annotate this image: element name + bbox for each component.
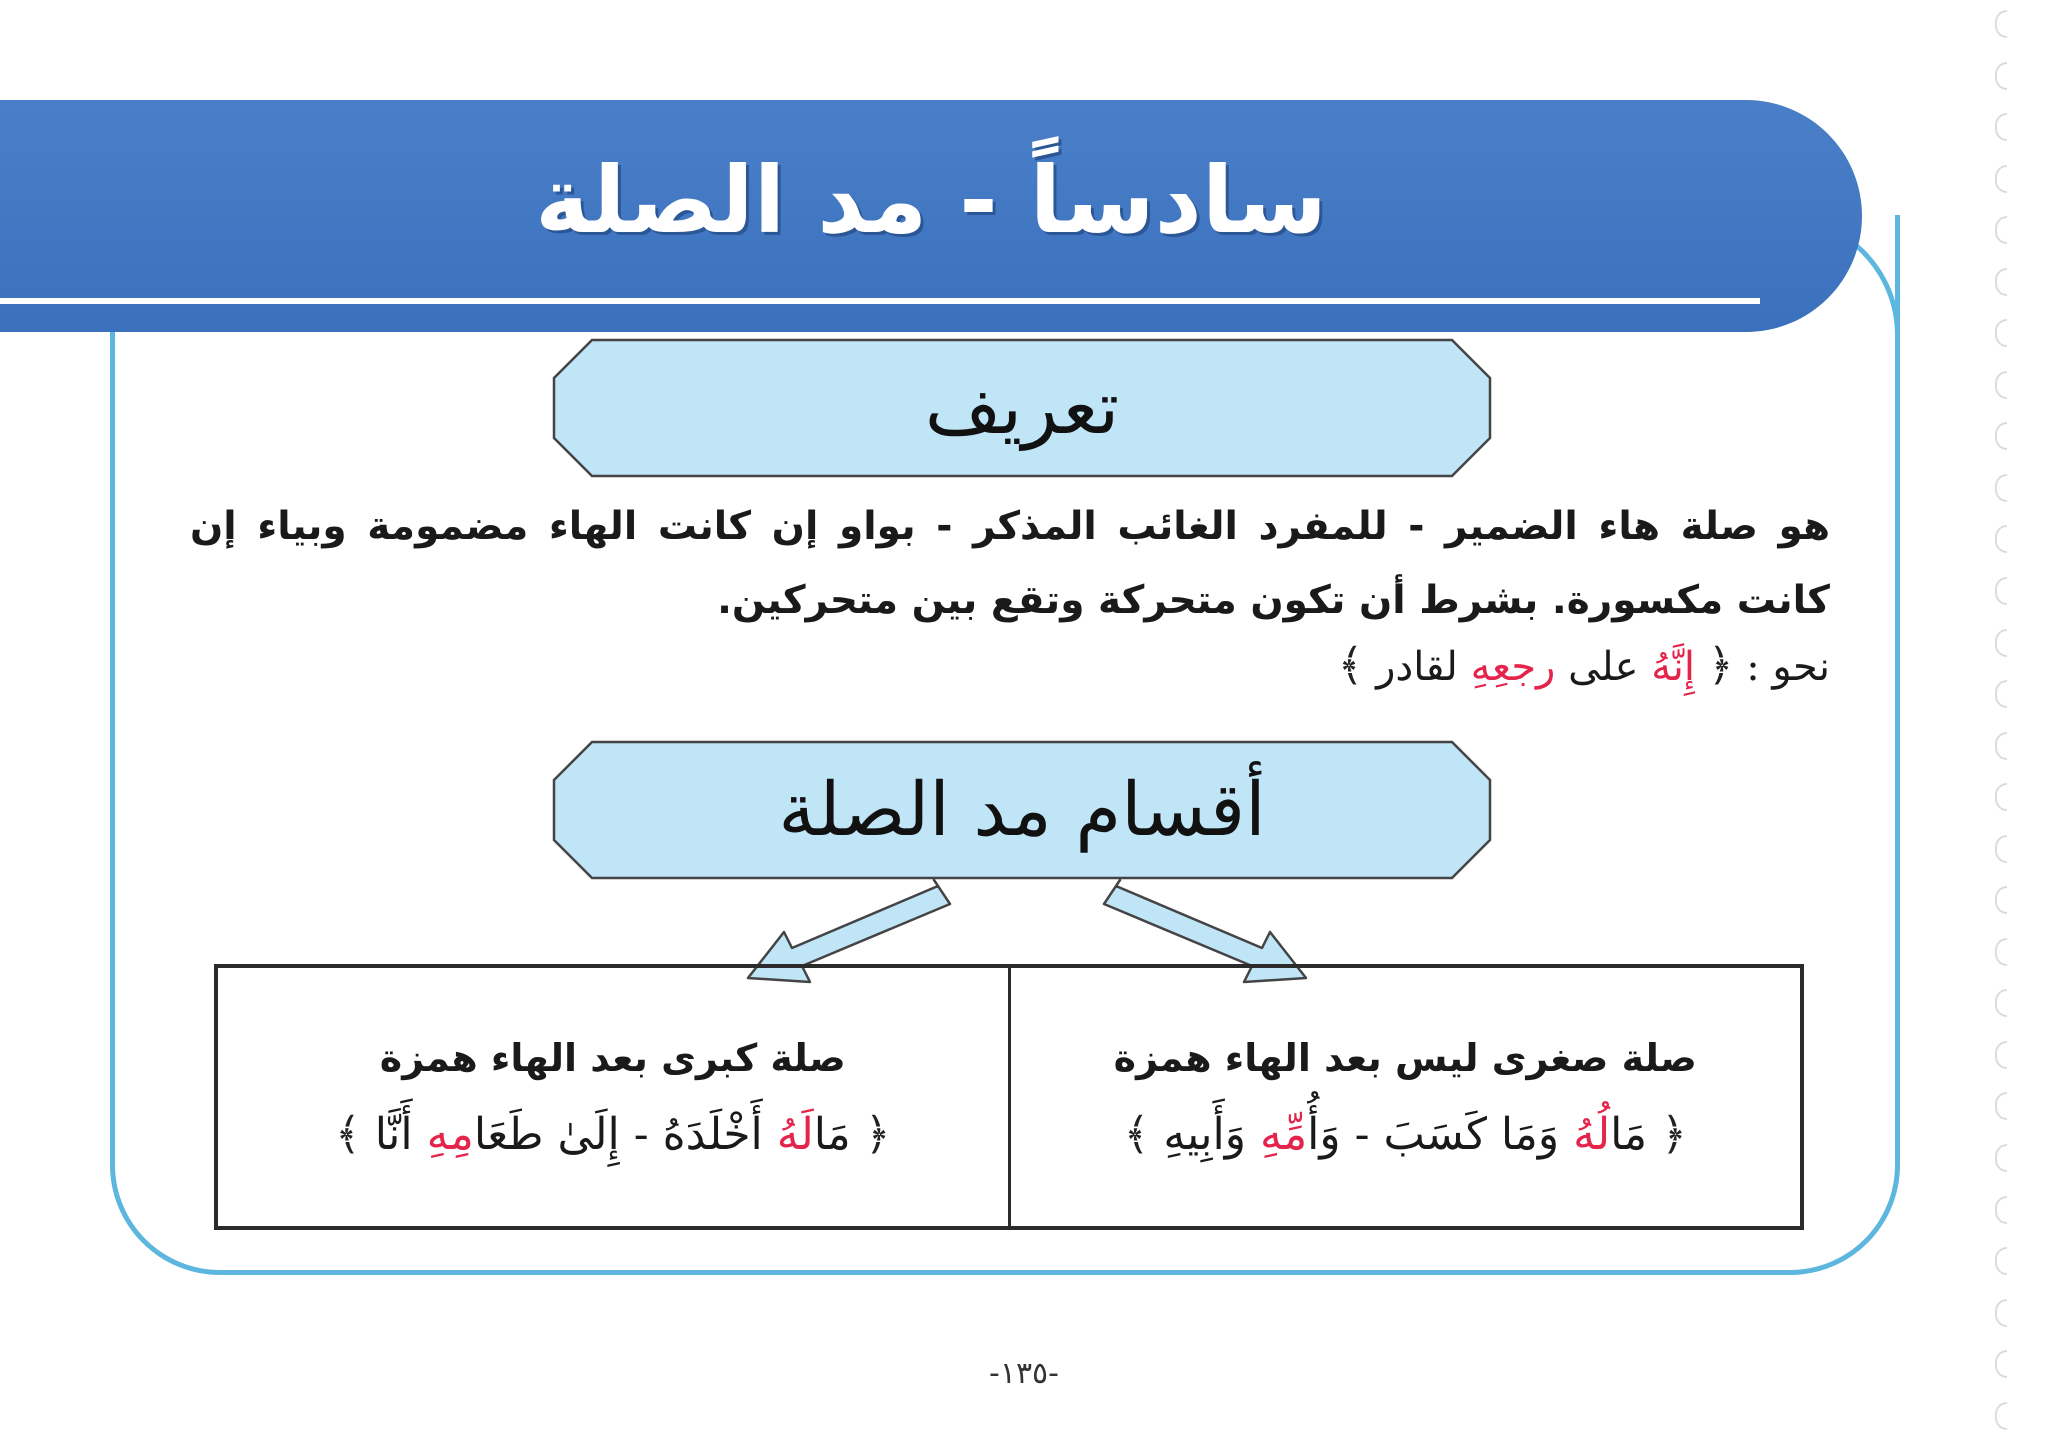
example-word: إِلَىٰ طَعَا bbox=[473, 1109, 620, 1160]
binder-ring bbox=[1995, 1247, 2007, 1275]
major-silah-example bbox=[335, 1102, 891, 1168]
example-separator: - bbox=[619, 1109, 649, 1160]
binder-ring bbox=[1995, 474, 2007, 502]
binder-ring bbox=[1995, 371, 2007, 399]
minor-silah-cell bbox=[1011, 968, 1801, 1226]
example-word-highlight: مِهِ bbox=[426, 1109, 474, 1160]
quran-bracket-open: ﴿ bbox=[864, 1109, 891, 1160]
binder-ring bbox=[1995, 113, 2007, 141]
binder-ring bbox=[1995, 1299, 2007, 1327]
example-word: أَنَّا bbox=[374, 1109, 413, 1160]
binder-ring bbox=[1995, 1041, 2007, 1069]
binder-ring bbox=[1995, 835, 2007, 863]
quran-bracket-close: ﴾ bbox=[334, 1109, 361, 1160]
example-word: على bbox=[1555, 644, 1639, 690]
binder-rings bbox=[1990, 10, 2012, 1430]
binder-ring bbox=[1995, 732, 2007, 760]
binder-ring bbox=[1995, 525, 2007, 553]
types-label: أقسام مد الصلة bbox=[778, 767, 1266, 853]
page-number: -١٣٥- bbox=[989, 1356, 1059, 1391]
definition-example bbox=[1338, 636, 1830, 697]
example-word: أَخْلَدَهُ bbox=[662, 1109, 763, 1160]
binder-ring bbox=[1995, 1196, 2007, 1224]
major-silah-cell bbox=[218, 968, 1011, 1226]
binder-ring bbox=[1995, 1402, 2007, 1430]
example-word: مَا bbox=[1610, 1109, 1648, 1160]
example-word: لقادر bbox=[1376, 644, 1458, 690]
binder-ring bbox=[1995, 268, 2007, 296]
example-separator: - bbox=[1340, 1109, 1370, 1160]
binder-ring bbox=[1995, 680, 2007, 708]
binder-ring bbox=[1995, 216, 2007, 244]
binder-ring bbox=[1995, 1092, 2007, 1120]
types-label-box bbox=[552, 740, 1492, 880]
binder-ring bbox=[1995, 10, 2007, 38]
binder-ring bbox=[1995, 165, 2007, 193]
binder-ring bbox=[1995, 989, 2007, 1017]
major-silah-heading: صلة كبرى بعد الهاء همزة bbox=[379, 1036, 846, 1080]
quran-bracket-open: ﴿ bbox=[1707, 640, 1734, 691]
example-word-highlight: إِنَّهُ bbox=[1651, 644, 1695, 690]
binder-ring bbox=[1995, 938, 2007, 966]
header-divider bbox=[0, 298, 1760, 304]
example-prefix: نحو : bbox=[1746, 644, 1830, 690]
minor-silah-example bbox=[1124, 1102, 1687, 1168]
definition-label-box bbox=[552, 338, 1492, 478]
binder-ring bbox=[1995, 577, 2007, 605]
binder-ring bbox=[1995, 319, 2007, 347]
binder-ring bbox=[1995, 629, 2007, 657]
binder-ring bbox=[1995, 62, 2007, 90]
example-word: وَمَا كَسَبَ bbox=[1383, 1109, 1560, 1160]
quran-bracket-close: ﴾ bbox=[1123, 1109, 1150, 1160]
example-word-highlight: رجعِهِ bbox=[1470, 644, 1556, 690]
example-word: وَأَبِيهِ bbox=[1163, 1109, 1246, 1160]
page-title: سادساً - مد الصلة bbox=[535, 146, 1327, 254]
binder-ring bbox=[1995, 422, 2007, 450]
example-word-highlight: لُهُ bbox=[1573, 1109, 1611, 1160]
example-word-highlight: لَهُ bbox=[776, 1109, 814, 1160]
types-table bbox=[214, 964, 1804, 1230]
binder-ring bbox=[1995, 783, 2007, 811]
example-word: مَا bbox=[813, 1109, 851, 1160]
binder-ring bbox=[1995, 1144, 2007, 1172]
binder-ring bbox=[1995, 886, 2007, 914]
definition-paragraph: هو صلة هاء الضمير - للمفرد الغائب المذكر - بواو إن كانت الهاء مضمومة وبياء إن كانت مكسورة. بشرط أن تكون متحركة وتقع بين متحركين. bbox=[190, 504, 1830, 623]
definition-label: تعريف bbox=[924, 365, 1120, 451]
quran-bracket-open: ﴿ bbox=[1661, 1109, 1687, 1160]
example-word-highlight: مِّهِ bbox=[1259, 1109, 1308, 1160]
example-word: وَأُ bbox=[1307, 1109, 1341, 1160]
minor-silah-heading: صلة صغرى ليس بعد الهاء همزة bbox=[1113, 1036, 1697, 1080]
quran-bracket-close: ﴾ bbox=[1337, 640, 1364, 691]
